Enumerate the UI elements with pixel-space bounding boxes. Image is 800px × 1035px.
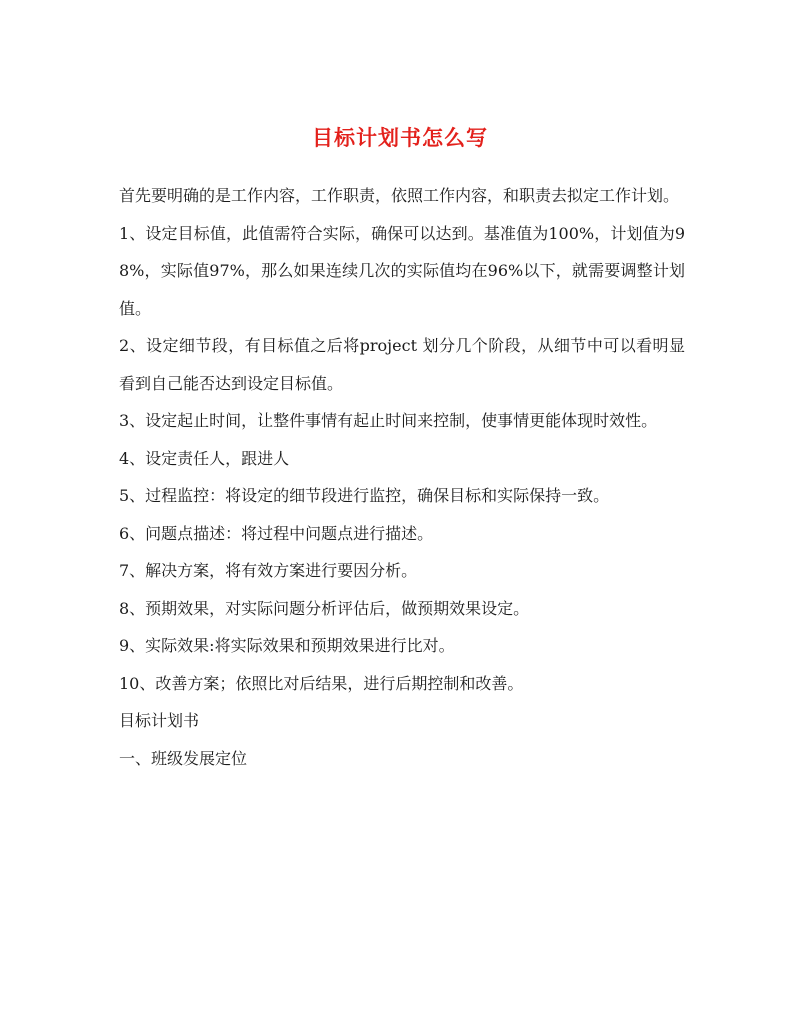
section-heading: 目标计划书 — [119, 711, 200, 730]
paragraph-intro: 首先要明确的是工作内容，工作职责，依照工作内容，和职责去拟定工作计划。 — [119, 186, 680, 205]
document-body — [119, 177, 685, 777]
paragraph-item-1: 1、设定目标值，此值需符合实际，确保可以达到。基准值为100%，计划值为98%，实际值97%，那么如果连续几次的实际值均在96%以下，就需要调整计划值。 — [119, 223, 685, 318]
paragraph-item-2: 2、设定细节段，有目标值之后将project 划分几个阶段，从细节中可以看明显看到自己能否达到设定目标值。 — [119, 336, 685, 393]
paragraph-item-3: 3、设定起止时间，让整件事情有起止时间来控制，使事情更能体现时效性。 — [119, 411, 658, 430]
page-title: 目标计划书怎么写 — [312, 125, 488, 151]
subsection-heading: 一、班级发展定位 — [119, 748, 248, 768]
paragraph-item-10: 10、改善方案；依照比对后结果，进行后期控制和改善。 — [119, 673, 524, 693]
paragraph-item-9: 9、实际效果:将实际效果和预期效果进行比对。 — [119, 636, 455, 655]
paragraph-item-7: 7、解决方案，将有效方案进行要因分析。 — [119, 561, 418, 580]
paragraph-item-6: 6、问题点描述：将过程中问题点进行描述。 — [119, 523, 434, 543]
paragraph-item-8: 8、预期效果，对实际问题分析评估后，做预期效果设定。 — [119, 598, 530, 618]
paragraph-item-4: 4、设定责任人，跟进人 — [119, 448, 290, 468]
paragraph-item-5: 5、过程监控：将设定的细节段进行监控，确保目标和实际保持一致。 — [119, 486, 610, 505]
